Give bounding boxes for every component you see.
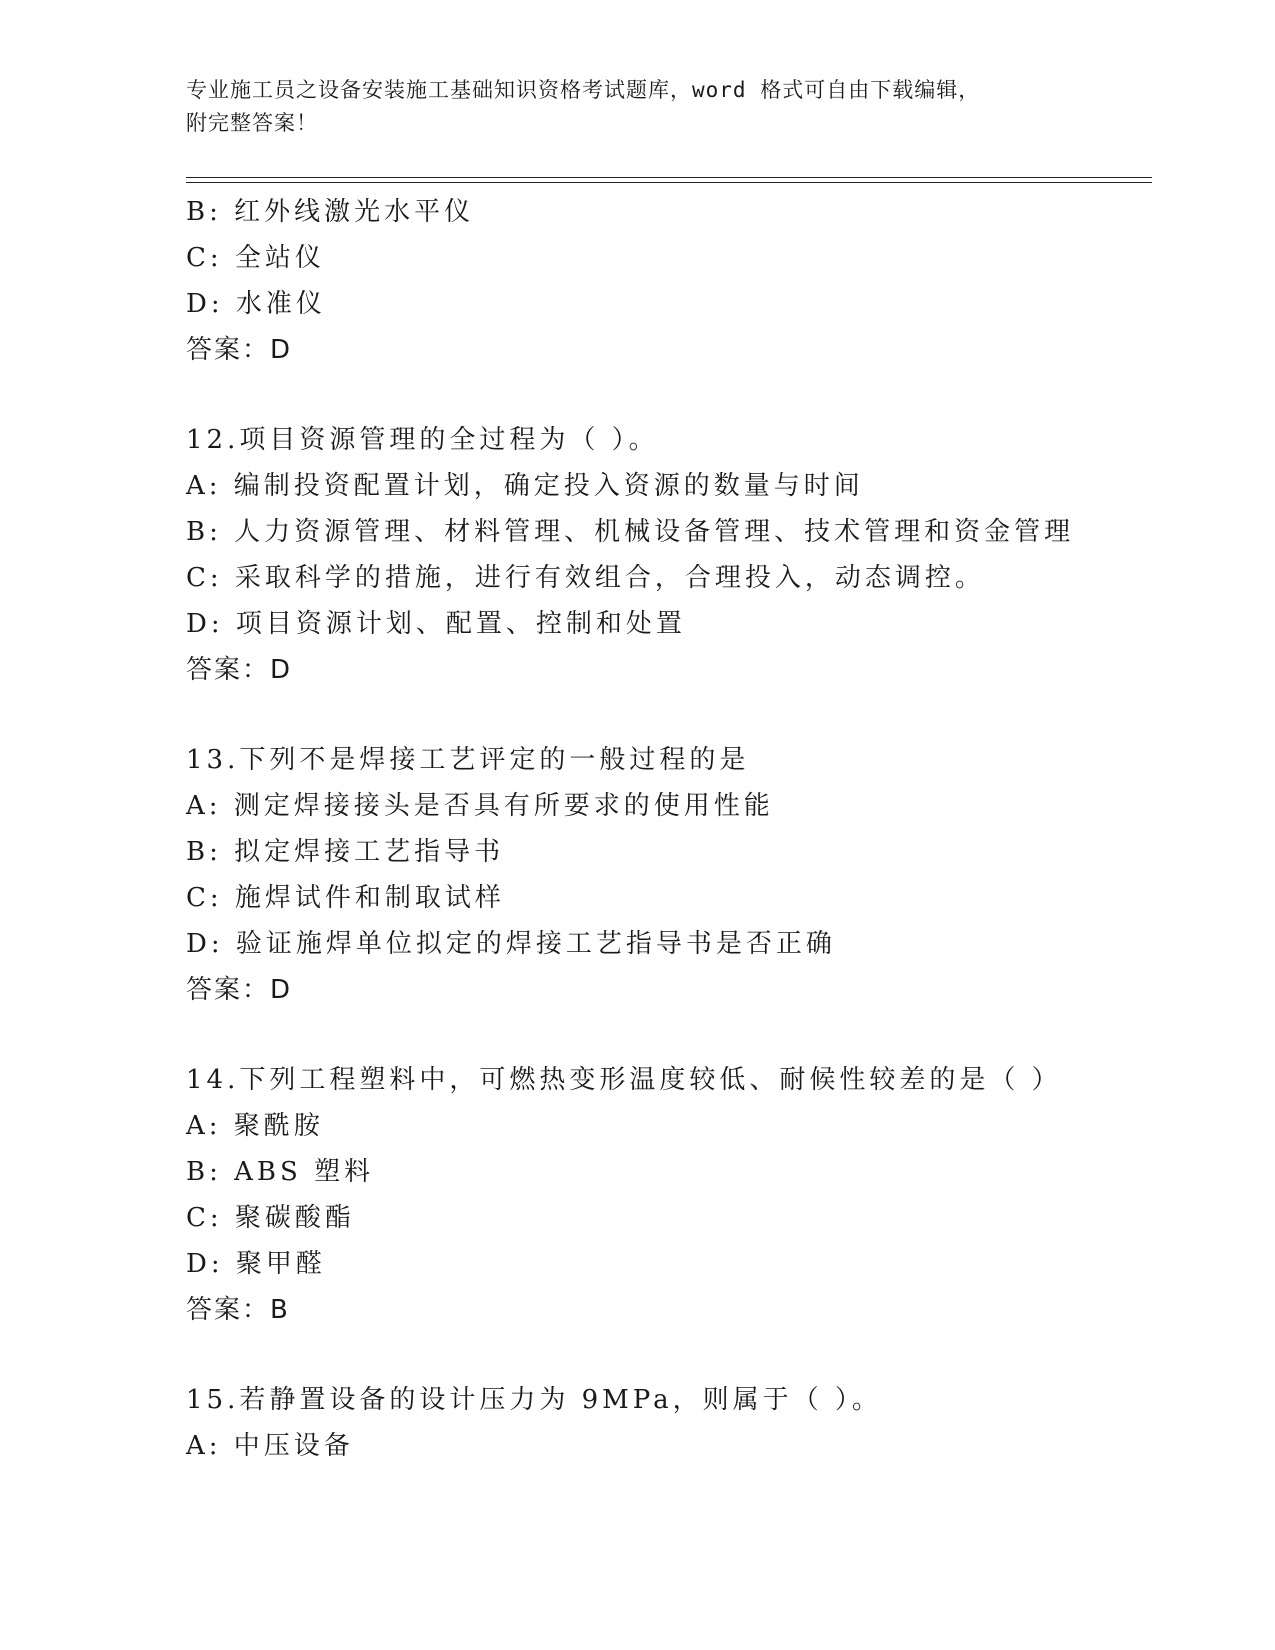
option-c: C: 采取科学的措施，进行有效组合，合理投入，动态调控。 bbox=[186, 563, 985, 593]
question-block bbox=[186, 189, 1166, 373]
option-d: D: 验证施焊单位拟定的焊接工艺指导书是否正确 bbox=[186, 929, 836, 959]
question-block bbox=[186, 1377, 1166, 1469]
question-text: 13.下列不是焊接工艺评定的一般过程的是 bbox=[186, 745, 750, 775]
option-a: A: 聚酰胺 bbox=[186, 1111, 324, 1141]
option-c: C: 聚碳酸酯 bbox=[186, 1203, 355, 1233]
question-block bbox=[186, 1057, 1166, 1333]
option-b: B: 人力资源管理、材料管理、机械设备管理、技术管理和资金管理 bbox=[186, 517, 1075, 547]
option-c: C: 施焊试件和制取试样 bbox=[186, 883, 505, 913]
option-c: C: 全站仪 bbox=[186, 243, 325, 273]
header-divider-bottom bbox=[186, 182, 1152, 183]
answer-label: 答案：B bbox=[186, 1295, 290, 1325]
option-b: B: ABS 塑料 bbox=[186, 1157, 375, 1187]
option-a: A: 中压设备 bbox=[186, 1431, 354, 1461]
block-spacer bbox=[186, 1333, 1166, 1377]
answer-label: 答案：D bbox=[186, 975, 293, 1005]
question-text: 12.项目资源管理的全过程为（ ）。 bbox=[186, 425, 659, 455]
answer-label: 答案：D bbox=[186, 655, 293, 685]
document-header bbox=[186, 74, 1066, 140]
answer-label: 答案：D bbox=[186, 335, 293, 365]
question-text: 15.若静置设备的设计压力为 9MPa，则属于（ ）。 bbox=[186, 1385, 882, 1415]
option-d: D: 水准仪 bbox=[186, 289, 326, 319]
question-block bbox=[186, 737, 1166, 1013]
option-b: B: 红外线激光水平仪 bbox=[186, 197, 475, 227]
option-d: D: 聚甲醛 bbox=[186, 1249, 326, 1279]
header-line-1: 专业施工员之设备安装施工基础知识资格考试题库，word 格式可自由下载编辑， bbox=[186, 78, 981, 102]
block-spacer bbox=[186, 693, 1166, 737]
question-list bbox=[186, 189, 1166, 1469]
question-text: 14.下列工程塑料中，可燃热变形温度较低、耐候性较差的是（ ） bbox=[186, 1065, 1062, 1095]
block-spacer bbox=[186, 1013, 1166, 1057]
header-divider-top bbox=[186, 177, 1152, 178]
block-spacer bbox=[186, 373, 1166, 417]
header-line-2: 附完整答案！ bbox=[186, 111, 318, 135]
option-b: B: 拟定焊接工艺指导书 bbox=[186, 837, 505, 867]
option-a: A: 编制投资配置计划，确定投入资源的数量与时间 bbox=[186, 471, 864, 501]
option-a: A: 测定焊接接头是否具有所要求的使用性能 bbox=[186, 791, 774, 821]
option-d: D: 项目资源计划、配置、控制和处置 bbox=[186, 609, 686, 639]
question-block bbox=[186, 417, 1166, 693]
